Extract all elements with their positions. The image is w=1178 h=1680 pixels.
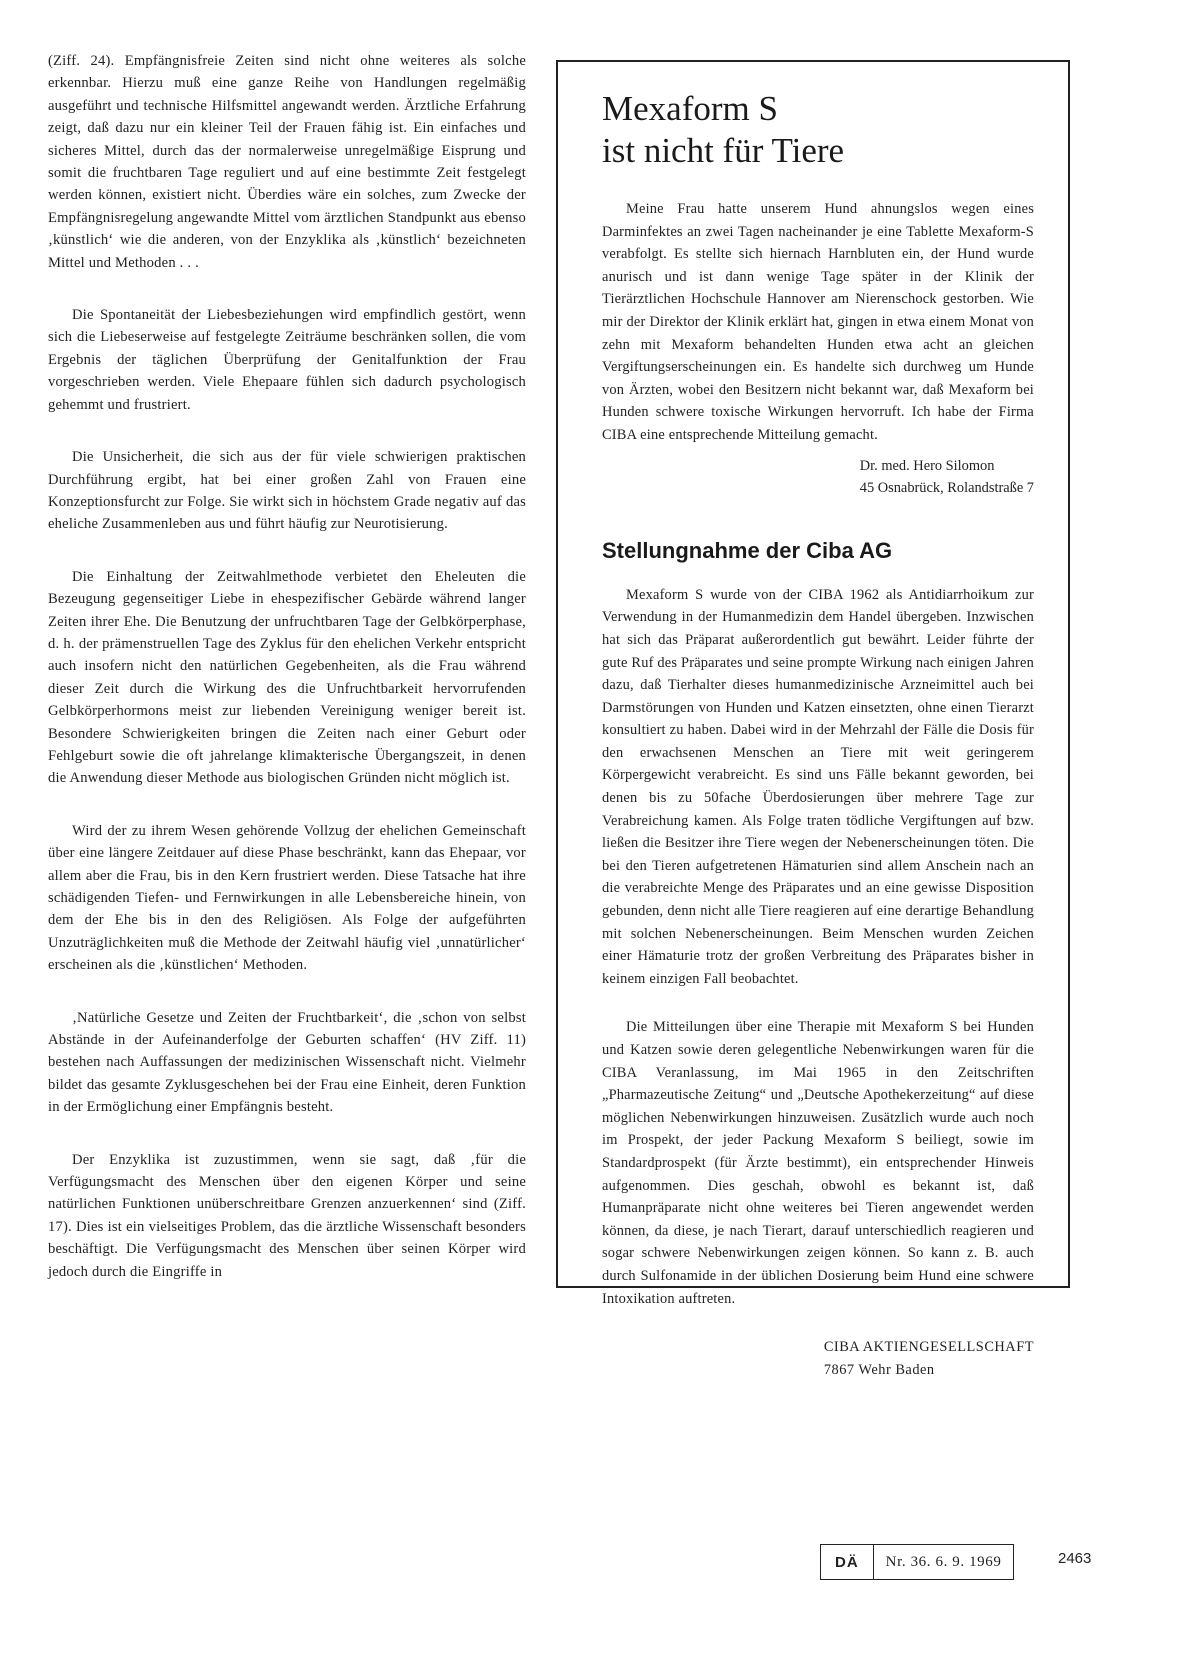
article-paragraph: Wird der zu ihrem Wesen gehörende Vollzug der ehelichen Gemeinschaft über eine längere Zeitdauer auf diese Phase beschränkt, kann das Ehepaar, vor allem aber die Frau, bis in den Kern frustriert werden. Diese Tatsache hat ihre schädigenden Tiefen- und Fernwirkungen in alle Lebensbereiche hinein, von dem der Ehe bis in den des Religiösen. Als Folge der aufgeführten Unzuträglichkeiten muß die Methode der Zeitwahl häufig viel ‚unnatürlicher‘ erscheinen als die ‚künstlichen‘ Methoden. [48, 822, 526, 974]
article-paragraph: Die Einhaltung der Zeitwahlmethode verbietet den Eheleuten die Bezeugung gegenseitiger Liebe in ehespezifischer Gebärde während langer Zeiten ihrer Ehe. Die Benutzung der unfruchtbaren Tage der Gelbkörperphase, d. h. der prämenstruellen Tage des Zyklus für den ehelichen Verkehr entspricht auch insofern nicht den natürlichen Gegebenheiten, als die Frau während dieser Zeit durch die Wirkung des die Unfruchtbarkeit hervorrufenden Gelbkörperhormons meist zur liebenden Vereinigung weniger bereit ist. Besondere Schwierigkeiten bringen die Zeiten nach einer Geburt oder Fehlgeburt sowie die oft jahrelange klimakterische Übergangszeit, in denen die Anwendung dieser Methode aus biologischen Gründen nicht möglich ist. [48, 568, 526, 787]
letter-signature [602, 455, 1034, 500]
article-paragraph: ‚Natürliche Gesetze und Zeiten der Fruchtbarkeit‘, die ‚schon von selbst Abstände in der Aufeinanderfolge der Geburten schaffen‘ (HV Ziff. 11) bestehen nach Auffassungen der medizinischen Wissenschaft nicht. Vielmehr bildet das gesamte Zyklusgeschehen bei der Frau eine Einheit, deren Funktion in der Ermöglichung einer Empfängnis besteht. [48, 1009, 526, 1116]
letter-box [556, 60, 1070, 1378]
issue-footer [820, 1544, 1014, 1580]
company-signature-address: 7867 Wehr Baden [823, 1361, 935, 1378]
letter-title-line2: ist nicht für Tiere [602, 131, 845, 170]
letter-title-line1: Mexaform S [602, 89, 778, 128]
response-body [602, 584, 1034, 1310]
article-paragraph: Der Enzyklika ist zuzustimmen, wenn sie sagt, daß ‚für die Verfügungsmacht des Menschen über den eigenen Körper und seine natürlichen Funktionen unüberschreitbare Grenzen anzuerkennen‘ sind (Ziff. 17). Dies ist ein vielseitiges Problem, das die ärztliche Wissenschaft besonders beschäftigt. Die Verfügungsmacht des Menschen über seinen Körper wird jedoch durch die Eingriffe in [48, 1151, 526, 1280]
response-paragraph: Mexaform S wurde von der CIBA 1962 als Antidiarrhoikum zur Verwendung in der Humanmedizin dem Handel übergeben. Inzwischen hat sich das Präparat außerordentlich gut bewährt. Leider führte der gute Ruf des Präparates und seine prompte Wirkung nach einigen Jahren dazu, daß Tierhalter dieses humanmedizinische Arzneimittel auch bei Darmstörungen von Hunden und Katzen einsetzten, ohne einen Tierarzt konsultiert zu haben. Dabei wird in der Mehrzahl der Fälle die Dosis für den erwachsenen Menschen an Tiere mit weit geringerem Körpergewicht verabreicht. Es sind uns Fälle bekannt geworden, bei denen bis zu 50fache Überdosierungen über mehrere Tage zur Verabreichung kamen. Als Folge traten tödliche Vergiftungen auf bzw. ließen die Besitzer ihre Tiere wegen der Nebenerscheinungen töten. Die bei den Tieren aufgetretenen Hämaturien sind allem Anschein nach an die verabreichte Menge des Präparates und an eine gewisse Disposition gebunden, denn nicht alle Tiere reagieren auf eine derartige Behandlung mit solchen Nebenerscheinungen. Beim Menschen wurden Zeichen einer Hämaturie trotz der großen Verbreitung des Präparates bisher in keinem einzigen Fall beobachtet. [602, 586, 1034, 987]
letter-signature-address: 45 Osnabrück, Rolandstraße 7 [859, 480, 1034, 497]
issue-date: Nr. 36. 6. 9. 1969 [885, 1553, 1002, 1570]
response-title: Stellungnahme der Ciba AG [602, 537, 893, 563]
page-number: 2463 [1058, 1550, 1092, 1567]
company-signature [602, 1336, 1034, 1381]
response-paragraph: Die Mitteilungen über eine Therapie mit Mexaform S bei Hunden und Katzen sowie deren gelegentliche Nebenwirkungen waren für die CIBA Veranlassung, im Mai 1965 in den Zeitschriften „Pharmazeutische Zeitung“ und „Deutsche Apothekerzeitung“ auf diese möglichen Nebenwirkungen hinzuweisen. Zusätzlich wurde auch noch im Prospekt, der jeder Packung Mexaform S beiliegt, sowie im Standardprospekt (für Ärzte bestimmt), ein entsprechender Hinweis aufgenommen. Dies geschah, obwohl es bekannt ist, daß Humanpräparate nicht ohne weiteres bei Tieren angewendet werden können, da diese, je nach Tierart, darauf unterschiedlich reagieren und sogar schwere Nebenwirkungen zeigen können. So kann z. B. auch durch Sulfonamide in der üblichen Dosierung beim Hund eine schwere Intoxikation auftreten. [602, 1019, 1034, 1307]
company-signature-name: CIBA AKTIENGESELLSCHAFT [823, 1339, 1034, 1356]
article-paragraph: Die Spontaneität der Liebesbeziehungen wird empfindlich gestört, wenn sich die Liebeserweise auf festgelegte Zeiträume beschränken sollen, die vom Ergebnis der täglichen Überprüfung der Genitalfunktion der Frau vorgeschrieben werden. Viele Ehepaare fühlen sich dadurch psychologisch gehemmt und frustriert. [48, 307, 526, 413]
reader-letter-text: Meine Frau hatte unserem Hund ahnungslos wegen eines Darminfektes an zwei Tagen nacheinander je eine Tablette Mexaform-S verabfolgt. Es stellte sich hiernach Harnbluten ein, der Hund wurde anurisch und ist dann wenige Tage später in der Klinik der Tierärztlichen Hochschule Hannover am Nierenschock gestorben. Wie mir der Direktor der Klinik erklärt hat, gingen in etwa einem Monat von zehn mit Mexaform behandelten Hunden etwa acht an gleichen Vergiftungserscheinungen ein. Es handelte sich durchweg um Hunde von Ärzten, wobei den Besitzern nicht bekannt war, daß Mexaform bei Hunden schwere toxische Wirkungen hervorruft. Ich habe der Firma CIBA eine entsprechende Mitteilung gemacht. [602, 201, 1034, 443]
article-paragraph: (Ziff. 24). Empfängnisfreie Zeiten sind nicht ohne weiteres als solche erkennbar. Hierzu muß eine ganze Reihe von Handlungen regelmäßig ausgeführt und technische Hilfsmittel angewandt werden. Ärztliche Erfahrung zeigt, daß dazu nur ein kleiner Teil der Frauen fähig ist. Ein einfaches und sicheres Mittel, durch das der normalerweise unregelmäßige Eisprung und somit die fruchtbaren Tage reguliert und auf eine bestimmte Zeit festgelegt werden können, existiert nicht. Überdies wäre ein solches, zum Zwecke der Empfängnisregelung angewandte Mittel vom ärztlichen Standpunkt aus ebenso ‚künstlich‘ wie die anderen, von der Enzyklika als ‚künstlich‘ bezeichneten Mittel und Methoden . . . [48, 53, 526, 271]
letter-title [602, 88, 1034, 172]
letter-signature-name: Dr. med. Hero Silomon [859, 457, 995, 474]
journal-abbreviation: DÄ [821, 1545, 874, 1579]
left-column-article [48, 50, 526, 1313]
article-paragraph: Die Unsicherheit, die sich aus der für viele schwierigen praktischen Durchführung ergibt, hat bei einer großen Zahl von Frauen eine Konzeptionsfurcht zur Folge. Sie wirkt sich in höchstem Grade negativ auf das eheliche Zusammenleben aus und führt häufig zur Neurotisierung. [48, 449, 526, 533]
